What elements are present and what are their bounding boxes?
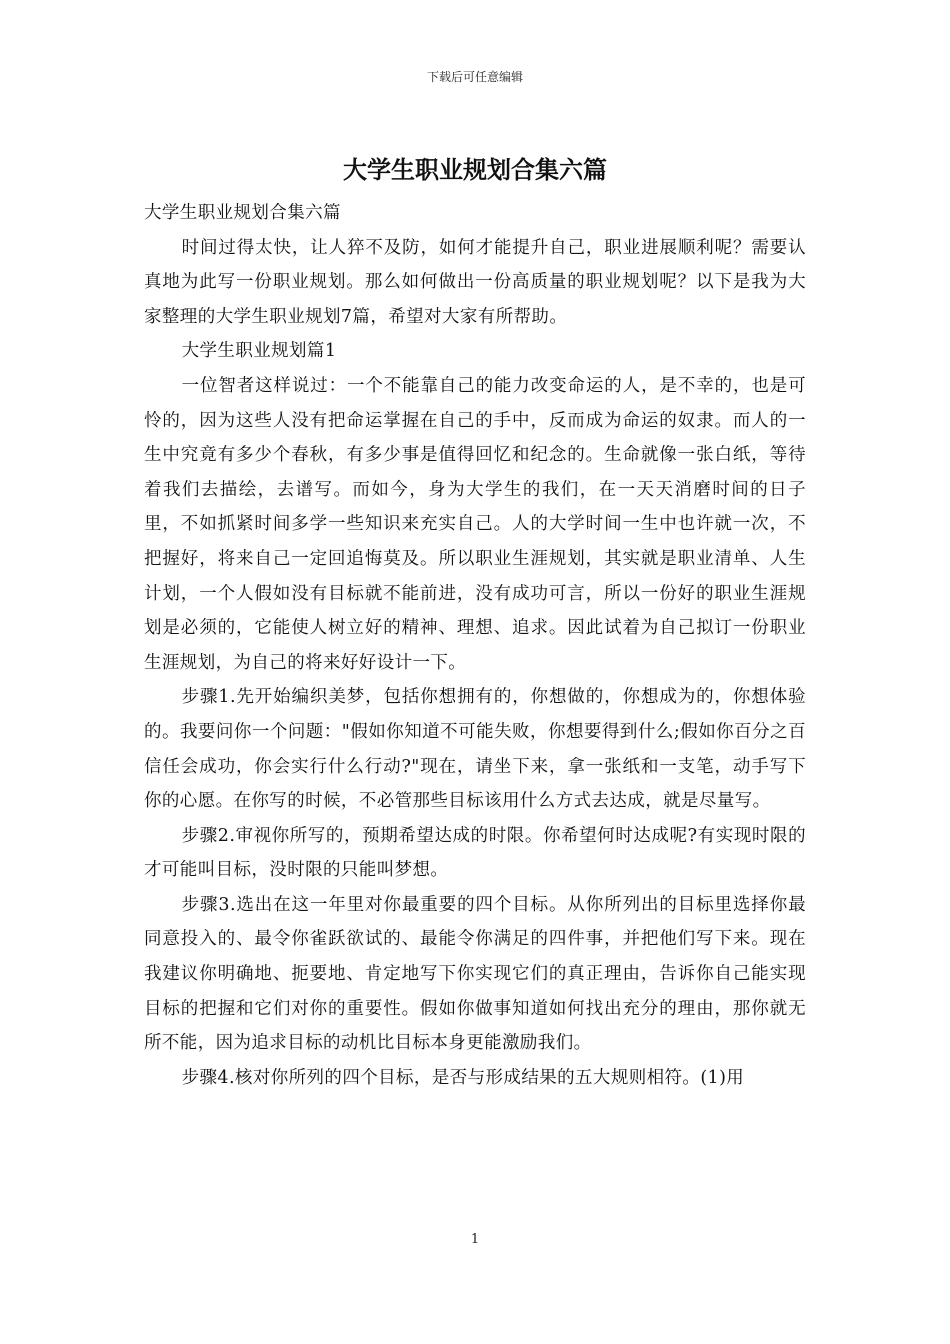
step-4-paragraph: 步骤4.核对你所列的四个目标，是否与形成结果的五大规则相符。(1)用 [181, 1067, 745, 1088]
subtitle-paragraph: 大学生职业规划合集六篇 [144, 203, 341, 223]
document-title: 大学生职业规划合集六篇 [343, 155, 607, 184]
document-body [144, 196, 806, 1095]
step-2-paragraph: 步骤2.审视你所写的，预期希望达成的时限。你希望何时达成呢?有实现时限的才可能叫目标，没时限的只能叫梦想。 [144, 825, 806, 881]
section-heading: 大学生职业规划篇1 [181, 341, 337, 362]
page-number: 1 [470, 1232, 480, 1247]
header-note: 下载后可任意编辑 [426, 70, 523, 84]
intro-paragraph: 时间过得太快，让人猝不及防，如何才能提升自己，职业进展顺利呢？需要认真地为此写一份职业规划。那么如何做出一份高质量的职业规划呢？以下是我为大家整理的大学生职业规划7篇，希望对大家有所帮助。 [144, 237, 806, 327]
body-paragraph: 一位智者这样说过：一个不能靠自己的能力改变命运的人，是不幸的，也是可怜的，因为这些人没有把命运掌握在自己的手中，反而成为命运的奴隶。而人的一生中究竟有多少个春秋，有多少事是值得回忆和纪念的。生命就像一张白纸，等待着我们去描绘，去谱写。而如今，身为大学生的我们，在一天天消磨时间的日子里，不如抓紧时间多学一些知识来充实自己。人的大学时间一生中也许就一次，不把握好，将来自己一定回追悔莫及。所以职业生涯规划，其实就是职业清单、人生计划，一个人假如没有目标就不能前进，没有成功可言，所以一份好的职业生涯规划是必须的，它能使人树立好的精神、理想、追求。因此试着为自己拟订一份职业生涯规划，为自己的将来好好设计一下。 [144, 375, 806, 673]
step-3-paragraph: 步骤3.选出在这一年里对你最重要的四个目标。从你所列出的目标里选择你最同意投入的、最令你雀跃欲试的、最能令你满足的四件事，并把他们写下来。现在我建议你明确地、扼要地、肯定地写下你实现它们的真正理由，告诉你自己能实现目标的把握和它们对你的重要性。假如你做事知道如何找出充分的理由，那你就无所不能，因为追求目标的动机比目标本身更能激励我们。 [144, 894, 806, 1054]
step-1-paragraph: 步骤1.先开始编织美梦，包括你想拥有的，你想做的，你想成为的，你想体验的。我要问你一个问题："假如你知道不可能失败，你想要得到什么;假如你百分之百信任会成功，你会实行什么行动?"现在，请坐下来，拿一张纸和一支笔，动手写下你的心愿。在你写的时候，不必管那些目标该用什么方式去达成，就是尽量写。 [144, 687, 806, 812]
